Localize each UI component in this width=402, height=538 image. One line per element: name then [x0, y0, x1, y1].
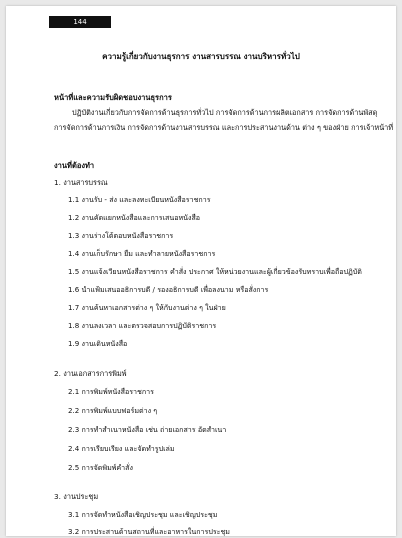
- tasks-heading: งานที่ต้องทำ: [54, 161, 95, 170]
- list-item: 1.9 งานเดินหนังสือ: [68, 339, 128, 348]
- duties-heading: หน้าที่และความรับผิดชอบงานธุรการ: [54, 93, 172, 102]
- section-title: 3. งานประชุม: [54, 492, 99, 501]
- section-title: 1. งานสารบรรณ: [54, 178, 108, 187]
- list-item: 1.1 งานรับ - ส่ง และลงทะเบียนหนังสือราชการ: [68, 195, 211, 204]
- list-item: 2.1 การพิมพ์หนังสือราชการ: [68, 387, 154, 396]
- document-title: ความรู้เกี่ยวกับงานธุรการ งานสารบรรณ งานบริหารทั่วไป: [102, 52, 300, 61]
- list-item: 2.2 การพิมพ์แบบฟอร์มต่าง ๆ: [68, 406, 158, 415]
- list-item: 2.3 การทำสำเนาหนังสือ เช่น ถ่ายเอกสาร อัดสำเนา: [68, 425, 227, 434]
- page-number: 144: [49, 16, 111, 28]
- list-item: 1.2 งานคัดแยกหนังสือและการเสนอหนังสือ: [68, 213, 201, 222]
- list-item: 3.1 การจัดทำหนังสือเชิญประชุม และเชิญประชุม: [68, 510, 218, 519]
- duties-paragraph-line-1: ปฏิบัติงานเกี่ยวกับการจัดการด้านธุรการทั่วไป การจัดการด้านการผลิตเอกสาร การจัดการด้านพัสดุ: [72, 108, 378, 117]
- list-item: 1.8 งานลงเวลา และตรวจสอบการปฏิบัติราชการ: [68, 321, 217, 330]
- list-item: 3.2 การประสานด้านสถานที่และอาหารในการประชุม: [68, 527, 230, 536]
- list-item: 1.7 งานค้นหาเอกสารต่าง ๆ ให้กับงานต่าง ๆ ในฝ่าย: [68, 303, 226, 312]
- duties-paragraph-line-2: การจัดการด้านการเงิน การจัดการด้านงานสารบรรณ และการประสานงานด้าน ต่าง ๆ ของฝ่าย การเจ้าหน้าที่: [54, 123, 394, 132]
- list-item: 1.3 งานร่างโต้ตอบหนังสือราชการ: [68, 231, 174, 240]
- list-item: 1.5 งานแจ้งเวียนหนังสือราชการ คำสั่ง ประกาศ ให้หน่วยงานและผู้เกี่ยวข้องรับทราบเพื่อถือปฏิบัติ: [68, 267, 362, 276]
- section-title: 2. งานเอกสารการพิมพ์: [54, 369, 127, 378]
- list-item: 2.5 การจัดพิมพ์คำสั่ง: [68, 463, 133, 472]
- document-page: [6, 6, 396, 536]
- list-item: 1.4 งานเก็บรักษา ยืม และทำลายหนังสือราชการ: [68, 249, 216, 258]
- list-item: 2.4 การเรียบเรียง และจัดทำรูปเล่ม: [68, 444, 175, 453]
- list-item: 1.6 นำแฟ้มเสนออธิการบดี / รองอธิการบดี เพื่อลงนาม หรือสั่งการ: [68, 285, 269, 294]
